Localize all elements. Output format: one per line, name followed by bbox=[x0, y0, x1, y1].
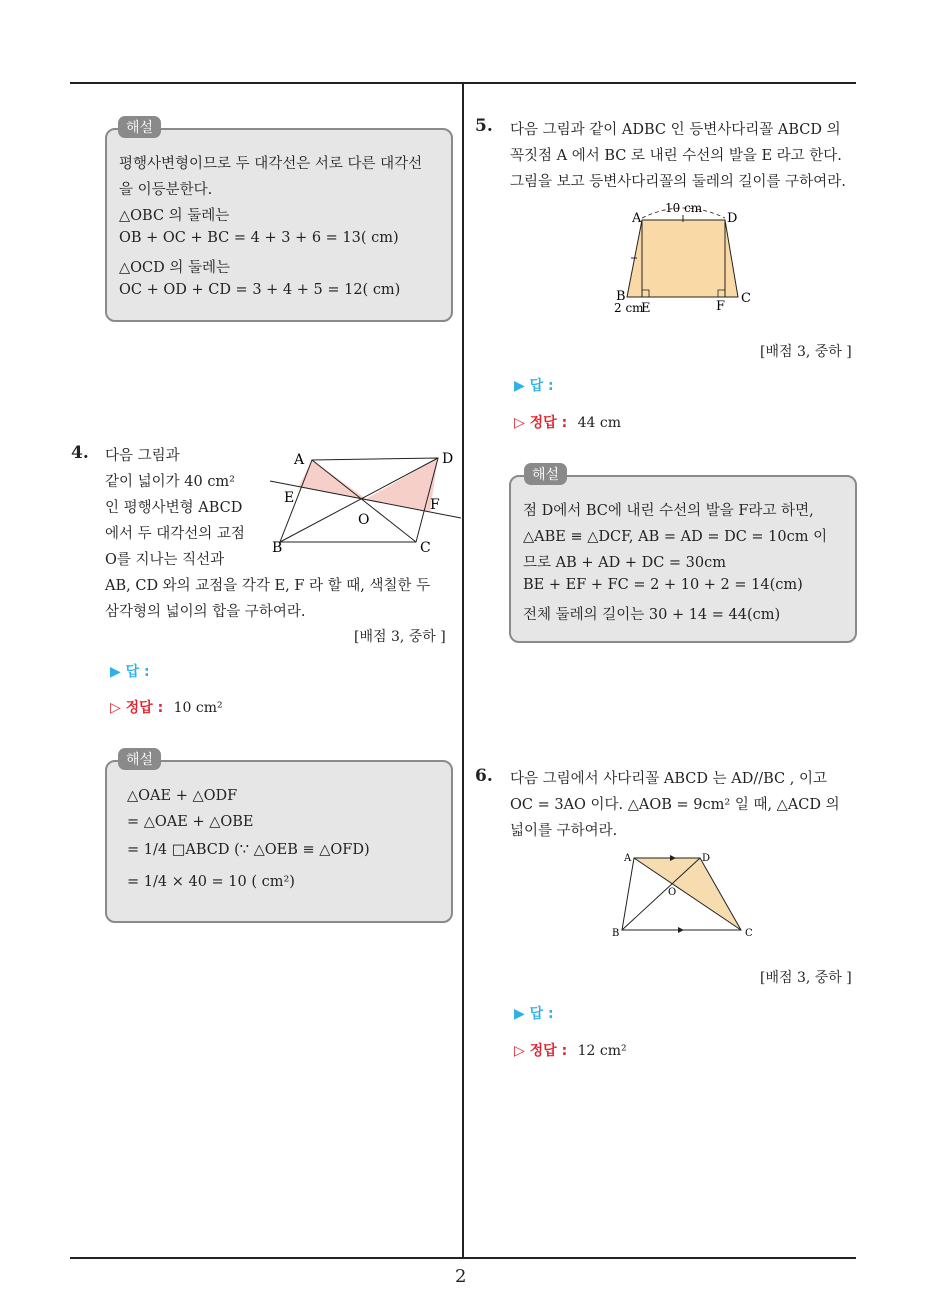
label-f: F bbox=[430, 497, 440, 513]
expl5-line-2: △ABE ≡ △DCF, AB = AD = DC = 10cm 이 bbox=[523, 529, 828, 545]
label-c: C bbox=[745, 928, 753, 939]
q4-line-5: O를 지나는 직선과 bbox=[105, 552, 225, 568]
column-divider bbox=[462, 83, 464, 1258]
label-a: A bbox=[294, 452, 305, 468]
bottom-rule bbox=[70, 1257, 856, 1259]
q4-correct-answer bbox=[110, 697, 223, 717]
page-number: 2 bbox=[455, 1266, 467, 1287]
question-number-6: 6. bbox=[475, 766, 493, 786]
label-a: A bbox=[632, 211, 642, 226]
label-b: B bbox=[616, 289, 626, 304]
expl4-line-4: = 1/4 × 40 = 10 ( cm²) bbox=[127, 874, 295, 890]
expl4-line-1: △OAE + △ODF bbox=[127, 788, 238, 804]
expl4-line-2: = △OAE + △OBE bbox=[127, 814, 254, 830]
expl5-line-5: 전체 둘레의 길이는 30 + 14 = 44(cm) bbox=[523, 607, 781, 623]
q5-line-1: 다음 그림과 같이 ADBC 인 등변사다리꼴 ABCD 의 bbox=[510, 122, 841, 138]
question-number-4: 4. bbox=[71, 443, 89, 463]
expl1-line-5: △OCD 의 둘레는 bbox=[119, 260, 231, 276]
q6-line-3: 넓이를 구하여라. bbox=[510, 823, 618, 839]
q6-correct-value: 12 cm² bbox=[577, 1043, 627, 1059]
trapezoid-diagonals-figure bbox=[608, 848, 760, 942]
q5-line-3: 그림을 보고 등변사다리꼴의 둘레의 길이를 구하여라. bbox=[510, 174, 846, 190]
expl4-line-3: = 1/4 □ABCD (∵ △OEB ≡ △OFD) bbox=[127, 842, 370, 858]
q6-score: [배점 3, 중하 ] bbox=[760, 970, 852, 986]
expl1-line-2: 을 이등분한다. bbox=[119, 182, 213, 198]
q4-line-2: 같이 넓이가 40 cm² bbox=[105, 474, 235, 490]
trapezoid-figure bbox=[610, 200, 760, 318]
trapezoid-abcd bbox=[627, 220, 738, 297]
label-c: C bbox=[741, 291, 751, 306]
q5-correct-value: 44 cm bbox=[577, 415, 622, 431]
expl5-line-1: 점 D에서 BC에 내린 수선의 발을 F라고 하면, bbox=[523, 503, 814, 519]
label-d: D bbox=[442, 451, 454, 467]
q5-answer-label: ▶ 답 : bbox=[514, 378, 554, 394]
q5-line-2: 꼭짓점 A 에서 BC 로 내린 수선의 발을 E 라고 한다. bbox=[510, 148, 842, 164]
explanation-box-q5 bbox=[509, 475, 857, 643]
explanation-tag: 해설 bbox=[118, 116, 161, 138]
expl1-line-6: OC + OD + CD = 3 + 4 + 5 = 12( cm) bbox=[119, 282, 401, 298]
q6-correct-answer bbox=[514, 1040, 627, 1060]
expl1-line-4: OB + OC + BC = 4 + 3 + 6 = 13( cm) bbox=[119, 230, 399, 246]
expl5-line-4: BE + EF + FC = 2 + 10 + 2 = 14(cm) bbox=[523, 577, 803, 593]
parallelogram-figure bbox=[266, 446, 466, 558]
label-f: F bbox=[716, 299, 726, 314]
q5-correct-label: ▷ 정답 : bbox=[514, 415, 568, 431]
q4-correct-label: ▷ 정답 : bbox=[110, 700, 164, 716]
q6-line-2: OC = 3AO 이다. △AOB = 9cm² 일 때, △ACD 의 bbox=[510, 797, 840, 813]
explanation-box-q3 bbox=[105, 128, 453, 322]
label-o: O bbox=[668, 887, 677, 898]
parallel-arrow-bc bbox=[678, 927, 684, 933]
label-c: C bbox=[420, 540, 431, 556]
expl1-line-1: 평행사변형이므로 두 대각선은 서로 다른 대각선 bbox=[119, 156, 423, 172]
label-top-length: 10 cm bbox=[665, 201, 703, 215]
q4-line-1: 다음 그림과 bbox=[105, 448, 180, 464]
q4-line-6: AB, CD 와의 교점을 각각 E, F 라 할 때, 색칠한 두 bbox=[105, 578, 431, 594]
label-e: E bbox=[284, 490, 295, 506]
q5-score: [배점 3, 중하 ] bbox=[760, 344, 852, 360]
q4-score: [배점 3, 중하 ] bbox=[354, 629, 446, 645]
q5-correct-answer bbox=[514, 412, 621, 432]
explanation-tag: 해설 bbox=[524, 463, 567, 485]
label-b: B bbox=[612, 928, 620, 939]
label-bottom-length: 2 cm bbox=[614, 301, 644, 315]
q4-answer-label: ▶ 답 : bbox=[110, 664, 150, 680]
label-d: D bbox=[727, 211, 738, 226]
shaded-triangle-odf bbox=[366, 458, 438, 512]
q4-line-3: 인 평행사변형 ABCD bbox=[105, 500, 243, 516]
label-o: O bbox=[358, 512, 370, 528]
q6-line-1: 다음 그림에서 사다리꼴 ABCD 는 AD//BC , 이고 bbox=[510, 771, 827, 787]
question-number-5: 5. bbox=[475, 116, 493, 136]
label-b: B bbox=[272, 540, 283, 556]
q6-correct-label: ▷ 정답 : bbox=[514, 1043, 568, 1059]
explanation-tag: 해설 bbox=[118, 748, 161, 770]
expl5-line-3: 므로 AB + AD + DC = 30cm bbox=[523, 555, 726, 571]
label-d: D bbox=[702, 853, 711, 864]
label-a: A bbox=[624, 853, 632, 864]
q4-line-4: 에서 두 대각선의 교점 bbox=[105, 526, 245, 542]
q4-correct-value: 10 cm² bbox=[173, 700, 223, 716]
explanation-box-q4 bbox=[105, 760, 453, 923]
q4-line-7: 삼각형의 넓이의 합을 구하여라. bbox=[105, 604, 306, 620]
q6-answer-label: ▶ 답 : bbox=[514, 1006, 554, 1022]
expl1-line-3: △OBC 의 둘레는 bbox=[119, 208, 230, 224]
label-e: E bbox=[641, 301, 651, 316]
